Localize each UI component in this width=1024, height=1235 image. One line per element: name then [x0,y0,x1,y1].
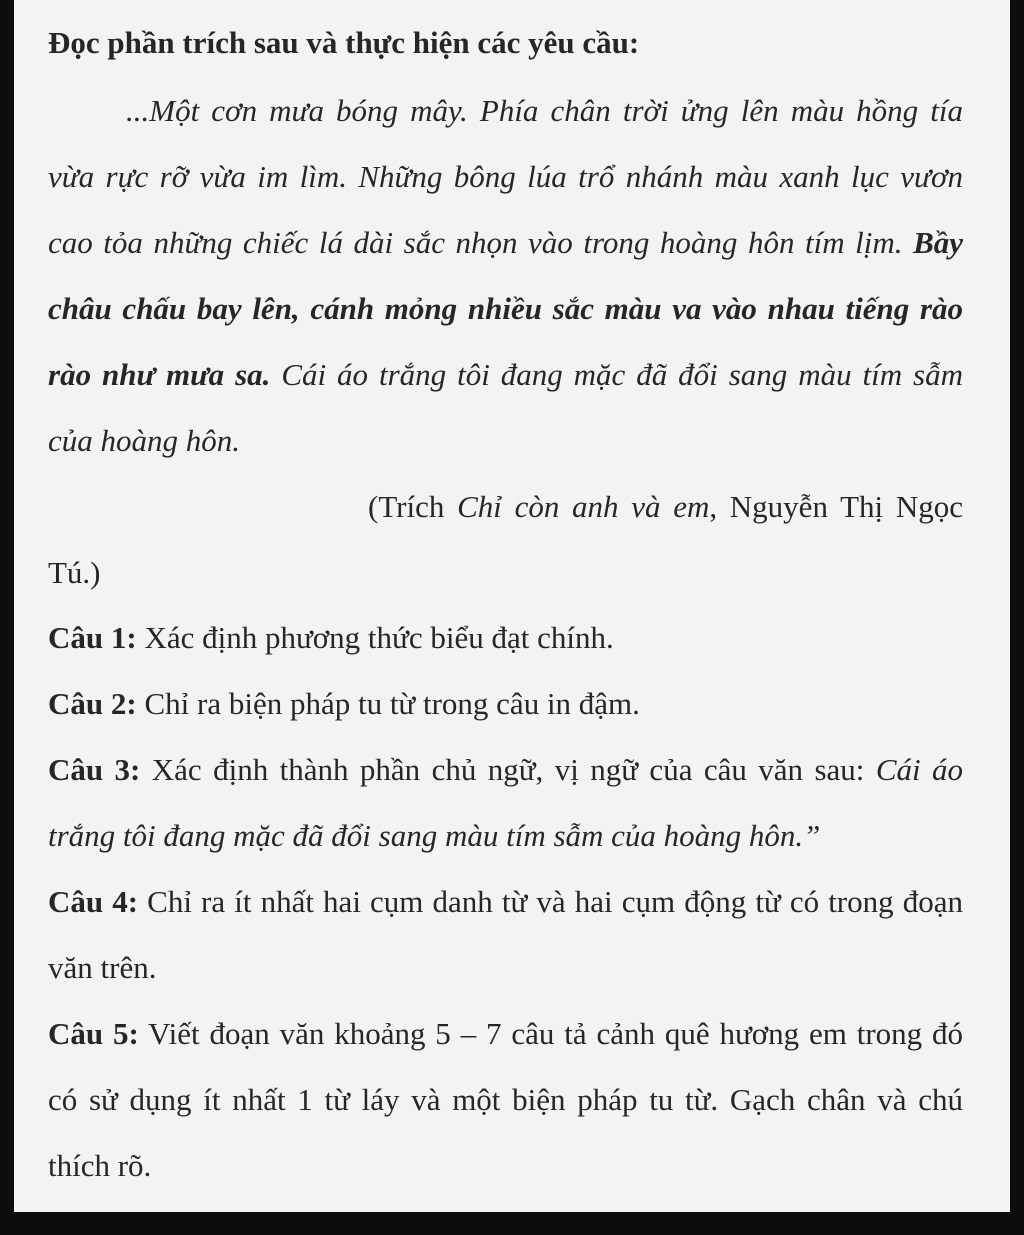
excerpt-passage [48,78,963,474]
passage-text-2: Cái áo trắng tôi đang mặc đã đổi sang màu tím sẫm của hoàng hôn. [48,357,963,458]
question-3 [48,737,963,869]
question-4 [48,869,963,1001]
question-text: Viết đoạn văn khoảng 5 – 7 câu tả cảnh quê hương em trong đó có sử dụng ít nhất 1 từ láy và một biện pháp tu từ. Gạch chân và chú thích rõ. [48,1016,963,1183]
question-label: Câu 1: [48,620,137,655]
instruction-heading: Đọc phần trích sau và thực hiện các yêu cầu: [48,25,640,60]
document-page [14,0,1010,1212]
question-text: Xác định phương thức biểu đạt chính. [136,620,614,655]
question-quote: Cái áo trắng tôi đang mặc đã đổi sang màu tím sẫm của hoàng hôn.” [48,752,964,853]
citation-title: Chỉ còn anh và em [457,489,710,524]
question-label: Câu 4: [48,884,139,919]
question-5 [48,1001,963,1199]
question-label: Câu 5: [48,1016,139,1051]
question-text: Xác định thành phần chủ ngữ, vị ngữ của câu văn sau: [140,752,876,787]
citation-author: , Nguyễn Thị Ngọc Tú.) [48,489,963,590]
question-text: Chỉ ra ít nhất hai cụm danh từ và hai cụm động từ có trong đoạn văn trên. [48,884,963,985]
question-list [48,605,963,1199]
question-label: Câu 3: [48,752,141,787]
source-citation [48,474,963,606]
question-text: Chỉ ra biện pháp tu từ trong câu in đậm. [136,686,640,721]
passage-text-1: ...Một cơn mưa bóng mây. Phía chân trời ửng lên màu hồng tía vừa rực rỡ vừa im lìm. Những bông lúa trổ nhánh màu xanh lục vươn cao tỏa những chiếc lá dài sắc nhọn vào trong hoàng hôn tím lịm. [48,93,963,260]
question-2 [48,671,963,737]
question-1 [48,605,963,671]
passage-bold-sentence: Bầy châu chấu bay lên, cánh mỏng nhiều sắc màu va vào nhau tiếng rào rào như mưa sa. [48,225,963,392]
question-label: Câu 2: [48,686,137,721]
citation-prefix: (Trích [368,489,458,524]
